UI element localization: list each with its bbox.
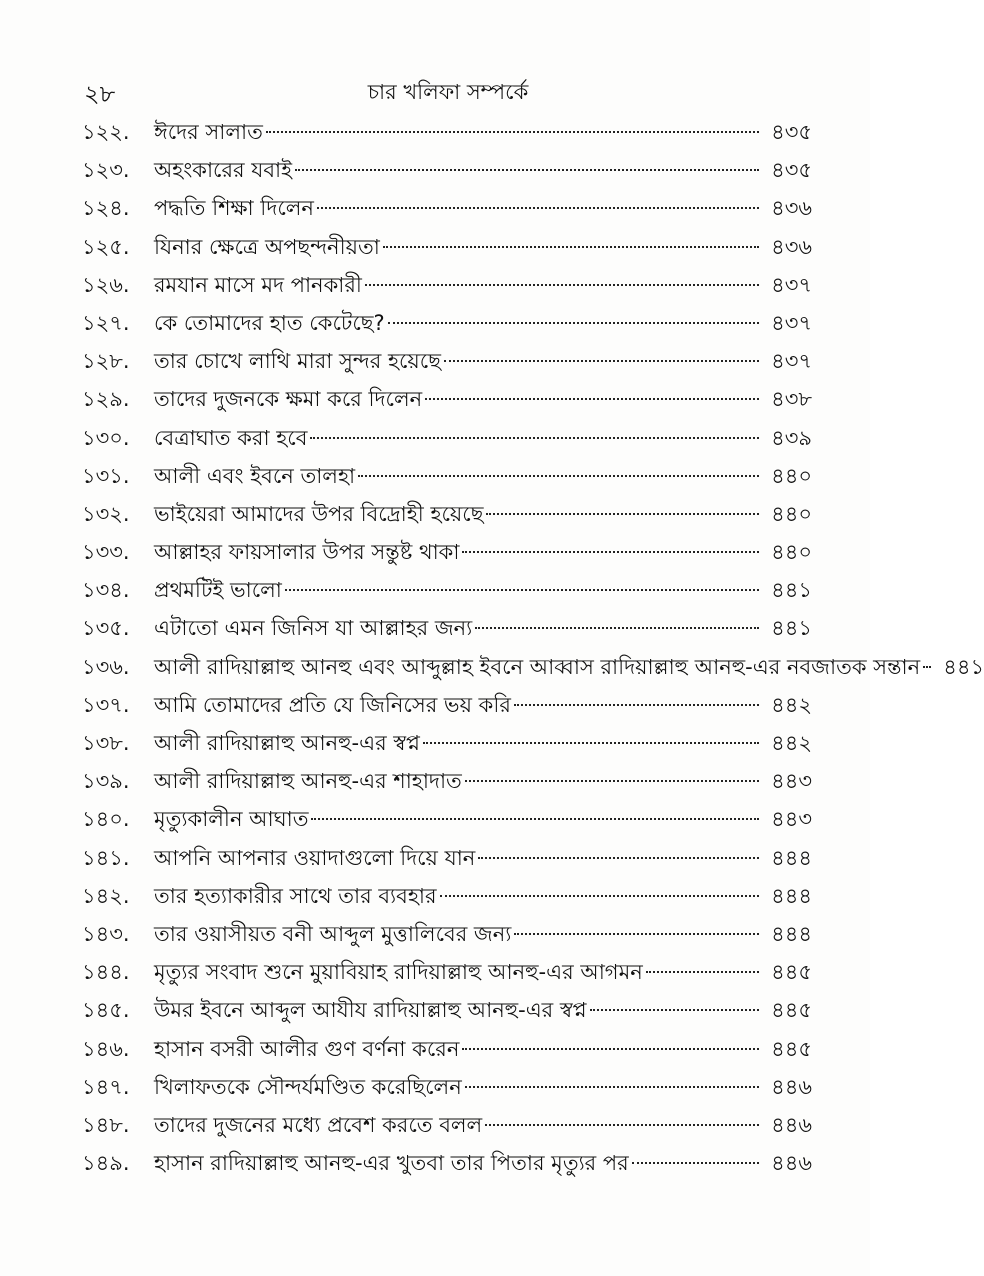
entry-title: আলী রাদিয়াল্লাহু আনহু-এর স্বপ্ন (154, 731, 420, 755)
entry-page-number: ৪৩৭ (771, 349, 812, 374)
entry-title: মৃত্যুকালীন আঘাত (154, 807, 309, 832)
entry-title: এটাতো এমন জিনিস যা আল্লাহর জন্য (154, 616, 473, 641)
entry-number: ১৩১. (82, 463, 130, 488)
toc-entry (82, 342, 812, 380)
entry-number: ১৪৩. (82, 921, 130, 946)
entry-number: ১৪০. (82, 807, 130, 832)
toc-entry (82, 457, 812, 495)
entry-title: ঈদের সালাত (154, 120, 263, 144)
entry-title: কে তোমাদের হাত কেটেছে? (154, 310, 385, 335)
toc-entry (82, 762, 812, 800)
entry-page-number: ৪৪৩ (771, 807, 812, 832)
dot-leader (514, 704, 759, 706)
toc-entry (82, 800, 812, 838)
entry-title: খিলাফতকে সৌন্দর্যমণ্ডিত করেছিলেন (154, 1074, 462, 1099)
entry-page-number: ৪৩৬ (771, 234, 812, 259)
toc-entry (82, 686, 812, 724)
entry-number: ১২৩. (82, 158, 130, 183)
entry-page-number: ৪৪৫ (771, 998, 812, 1023)
entry-page-number: ৪৪২ (771, 692, 812, 717)
entry-title: বেত্রাঘাত করা হবে (154, 425, 308, 450)
toc-entry (82, 1106, 812, 1144)
dot-leader (365, 284, 759, 286)
entry-number: ১২৫. (82, 234, 130, 259)
entry-page-number: ৪৪০ (771, 501, 812, 526)
entry-title: আলী রাদিয়াল্লাহু আনহু-এর শাহাদাত (154, 769, 462, 794)
toc-entry (82, 571, 812, 609)
entry-title: ভাইয়েরা আমাদের উপর বিদ্রোহী হয়েছে (154, 501, 484, 526)
dot-leader (514, 933, 759, 935)
entry-title: অহংকারের যবাই (154, 158, 293, 183)
dot-leader (485, 1124, 759, 1126)
dot-leader (358, 475, 759, 477)
entry-title: যিনার ক্ষেত্রে অপছন্দনীয়তা (154, 234, 380, 259)
toc-entry (82, 304, 812, 342)
table-of-contents (82, 113, 984, 1182)
entry-number: ১৪২. (82, 883, 130, 908)
entry-page-number: ৪৩৫ (771, 158, 812, 183)
dot-leader (923, 666, 931, 668)
dot-leader (462, 551, 759, 553)
entry-number: ১৪১. (82, 845, 130, 870)
entry-number: ১৩৬. (82, 654, 130, 679)
entry-page-number: ৪৪৪ (771, 845, 812, 870)
toc-entry (82, 266, 812, 304)
toc-entry (82, 724, 812, 762)
entry-number: ১৪৪. (82, 960, 130, 985)
toc-entry (82, 953, 812, 991)
toc-entry (82, 1144, 812, 1182)
entry-page-number: ৪৪৪ (771, 883, 812, 908)
entry-page-number: ৪৩৭ (771, 310, 812, 335)
entry-title: আলী রাদিয়াল্লাহু আনহু এবং আব্দুল্লাহ ইবনে আব্বাস রাদিয়াল্লাহু আনহু-এর নবজাতক সন্তান (154, 654, 921, 679)
entry-title: তার হত্যাকারীর সাথে তার ব্যবহার (154, 883, 437, 908)
entry-title: মৃত্যুর সংবাদ শুনে মুয়াবিয়াহ রাদিয়াল্লাহু আনহু-এর আগমন (154, 960, 643, 985)
entry-page-number: ৪৩৭ (771, 272, 812, 297)
entry-page-number: ৪৩৫ (771, 120, 812, 144)
dot-leader (440, 895, 760, 897)
entry-page-number: ৪৪৬ (771, 1112, 812, 1137)
dot-leader (465, 780, 759, 782)
toc-entry (82, 991, 812, 1029)
entry-page-number: ৪৪১ (771, 578, 812, 603)
entry-number: ১৩৫. (82, 616, 130, 641)
entry-page-number: ৪৩৯ (771, 425, 812, 450)
entry-title: তাদের দুজনকে ক্ষমা করে দিলেন (154, 387, 423, 412)
dot-leader (462, 1048, 759, 1050)
dot-leader (310, 437, 759, 439)
entry-page-number: ৪৩৬ (771, 196, 812, 221)
entry-number: ১৪৮. (82, 1112, 130, 1137)
entry-page-number: ৪৪০ (771, 463, 812, 488)
entry-page-number: ৪৪১ (771, 616, 812, 641)
page-number: ২৮ (84, 80, 116, 108)
entry-number: ১২৭. (82, 310, 130, 335)
entry-page-number: ৪৩৮ (771, 387, 812, 412)
dot-leader (317, 207, 759, 209)
entry-title: তার চোখে লাথি মারা সুন্দর হয়েছে (154, 349, 441, 374)
book-title: চার খলিফা সম্পর্কে (367, 80, 529, 104)
dot-leader (388, 322, 759, 324)
entry-title: আল্লাহর ফায়সালার উপর সন্তুষ্ট থাকা (154, 540, 460, 565)
toc-entry (82, 113, 812, 151)
dot-leader (425, 398, 759, 400)
dot-leader (486, 513, 759, 515)
entry-page-number: ৪৪২ (771, 731, 812, 755)
dot-leader (285, 589, 759, 591)
entry-number: ১৪৭. (82, 1074, 130, 1099)
dot-leader (646, 971, 759, 973)
toc-entry (82, 189, 812, 227)
toc-entry (82, 877, 812, 915)
entry-number: ১৩০. (82, 425, 130, 450)
entry-page-number: ৪৪৫ (771, 1036, 812, 1061)
entry-number: ১২৯. (82, 387, 130, 412)
entry-number: ১২৮. (82, 349, 130, 374)
toc-entry (82, 495, 812, 533)
entry-page-number: ৪৪০ (771, 540, 812, 565)
entry-title: পদ্ধতি শিক্ষা দিলেন (154, 196, 314, 221)
entry-number: ১৩৩. (82, 540, 130, 565)
running-head (84, 72, 812, 112)
entry-title: আপনি আপনার ওয়াদাগুলো দিয়ে যান (154, 845, 476, 870)
entry-title: হাসান রাদিয়াল্লাহু আনহু-এর খুতবা তার পিতার মৃত্যুর পর (154, 1151, 629, 1176)
toc-entry (82, 609, 812, 647)
entry-title: তার ওয়াসীয়ত বনী আব্দুল মুত্তালিবের জন্য (154, 921, 512, 946)
toc-entry (82, 380, 812, 418)
toc-entry (82, 648, 984, 686)
entry-number: ১২২. (82, 120, 130, 144)
toc-entry (82, 1068, 812, 1106)
toc-entry (82, 839, 812, 877)
entry-number: ১২৪. (82, 196, 130, 221)
entry-number: ১৪৫. (82, 998, 130, 1023)
toc-entry (82, 1030, 812, 1068)
dot-leader (295, 169, 759, 171)
entry-title: রমযান মাসে মদ পানকারী (154, 272, 362, 297)
toc-entry (82, 228, 812, 266)
dot-leader (590, 1009, 759, 1011)
dot-leader (383, 246, 759, 248)
entry-page-number: ৪৪৫ (771, 960, 812, 985)
entry-title: আলী এবং ইবনে তালহা (154, 463, 356, 488)
entry-title: প্রথমটিই ভালো (154, 578, 282, 603)
dot-leader (423, 742, 759, 744)
entry-title: তাদের দুজনের মধ্যে প্রবেশ করতে বলল (154, 1112, 483, 1137)
entry-number: ১২৬. (82, 272, 130, 297)
dot-leader (478, 857, 759, 859)
entry-page-number: ৪৪১ (943, 654, 984, 679)
entry-number: ১৩৯. (82, 769, 130, 794)
entry-number: ১৩২. (82, 501, 130, 526)
toc-entry (82, 915, 812, 953)
dot-leader (632, 1162, 759, 1164)
dot-leader (311, 818, 759, 820)
entry-title: উমর ইবনে আব্দুল আযীয রাদিয়াল্লাহু আনহু-এর স্বপ্ন (154, 998, 587, 1023)
toc-entry (82, 419, 812, 457)
dot-leader (475, 627, 759, 629)
entry-page-number: ৪৪৪ (771, 921, 812, 946)
dot-leader (444, 360, 759, 362)
entry-number: ১৪৬. (82, 1036, 130, 1061)
entry-page-number: ৪৪৩ (771, 769, 812, 794)
entry-page-number: ৪৪৬ (771, 1074, 812, 1099)
entry-number: ১৩৪. (82, 578, 130, 603)
entry-number: ১৪৯. (82, 1151, 130, 1176)
entry-title: হাসান বসরী আলীর গুণ বর্ণনা করেন (154, 1036, 460, 1061)
toc-entry (82, 533, 812, 571)
entry-title: আমি তোমাদের প্রতি যে জিনিসের ভয় করি (154, 692, 511, 717)
dot-leader (266, 131, 759, 133)
entry-number: ১৩৮. (82, 731, 130, 755)
entry-number: ১৩৭. (82, 692, 130, 717)
dot-leader (465, 1086, 759, 1088)
toc-entry (82, 151, 812, 189)
entry-page-number: ৪৪৬ (771, 1151, 812, 1176)
